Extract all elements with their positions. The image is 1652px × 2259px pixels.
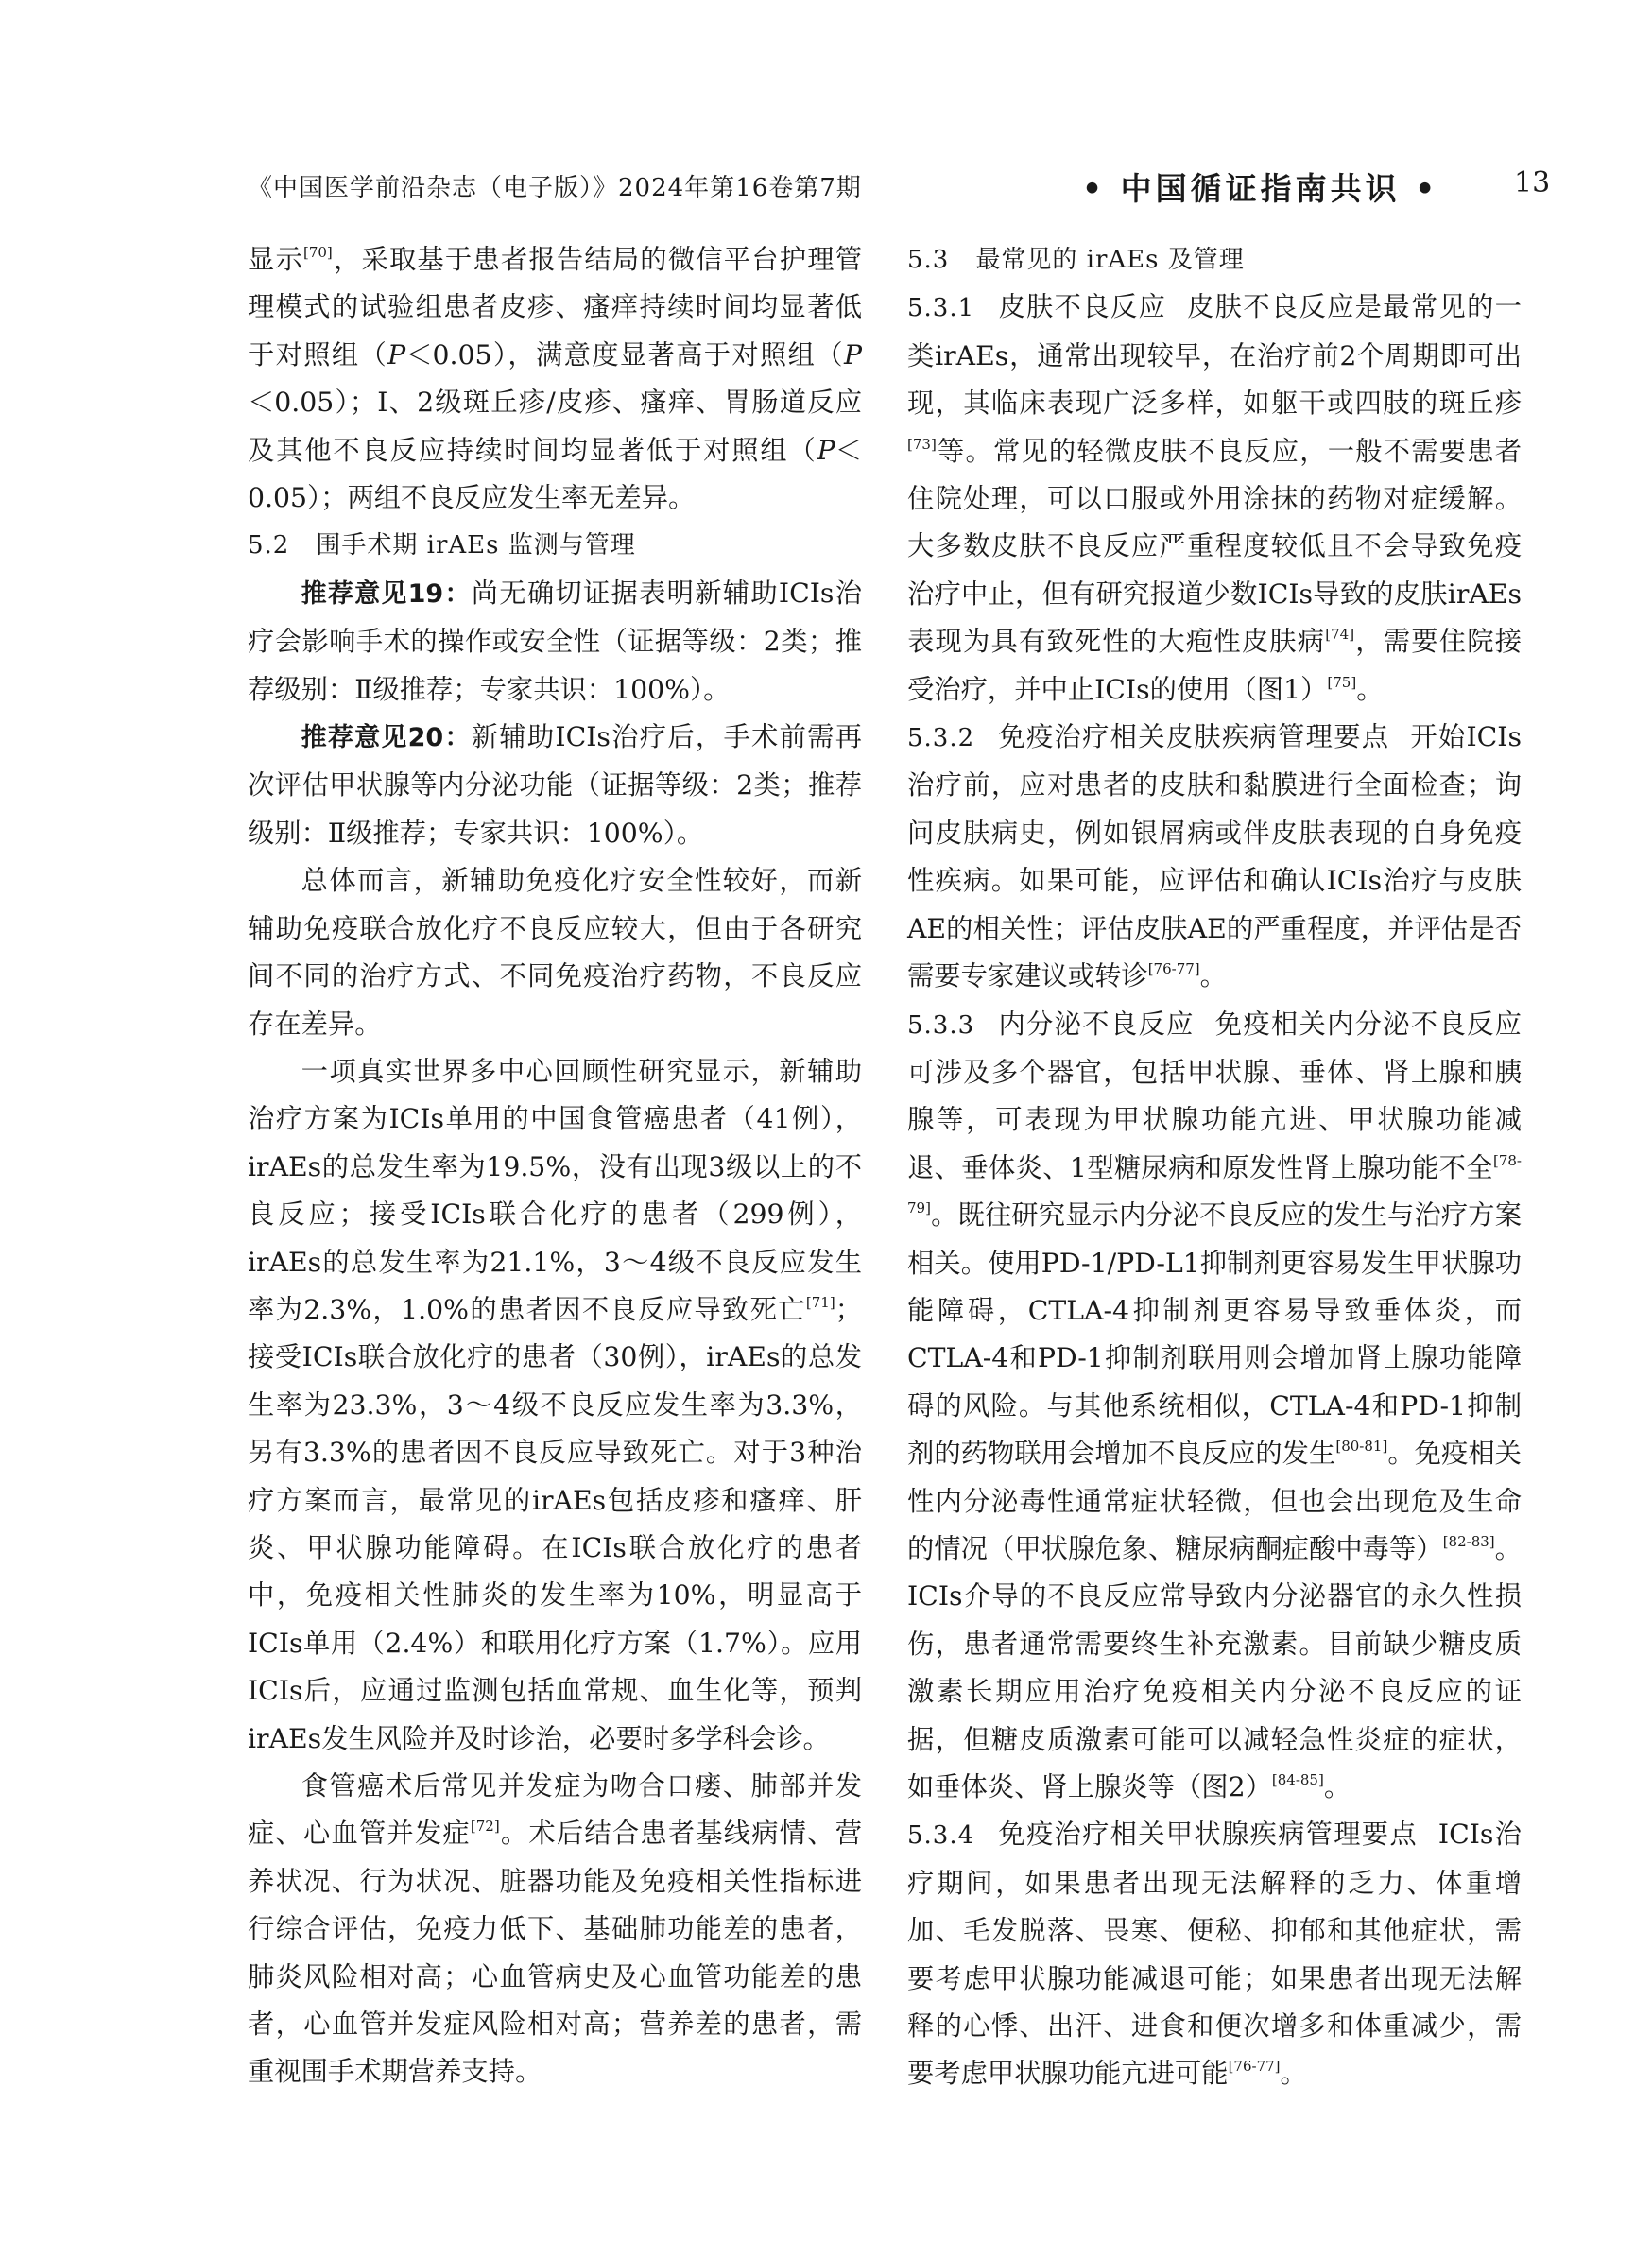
citation-ref[interactable]: [78-79] bbox=[907, 1151, 1522, 1217]
left-column bbox=[248, 236, 862, 2096]
paragraph-overview: 总体而言，新辅助免疫化疗安全性较好，而新辅助免疫联合放化疗不良反应较大，但由于各研究间不同的治疗方式、不同免疫治疗药物，不良反应存在差异。 bbox=[248, 865, 862, 1040]
section-5-3-3: 5.3.3 内分泌不良反应 免疫相关内分泌不良反应可涉及多个器官，包括甲状腺、垂体、肾上腺和胰腺等，可表现为甲状腺功能亢进、甲状腺功能减退、垂体炎、1型糖尿病和原发性肾上腺功能不全[78-79]。既往研究显示内分泌不良反应的发生与治疗方案相关。使用PD-1/PD-L1抑制剂更容易发生甲状腺功能障碍，CTLA-4抑制剂更容易导致垂体炎，而CTLA-4和PD-1抑制剂联用则会增加肾上腺功能障碍的风险。与其他系统相似，CTLA-4和PD-1抑制剂的药物联用会增加不良反应的发生[80-81]。免疫相关性内分泌毒性通常症状轻微，但也会出现危及生命的情况（甲状腺危象、糖尿病酮症酸中毒等）[82-83]。ICIs介导的不良反应常导致内分泌器官的永久性损伤，患者通常需要终生补充激素。目前缺少糖皮质激素长期应用治疗免疫相关内分泌不良反应的证据，但糖皮质激素可能可以减轻急性炎症的症状，如垂体炎、肾上腺炎等（图2）[84-85]。 bbox=[907, 1008, 1522, 1802]
citation-ref[interactable]: [71] bbox=[805, 1293, 835, 1311]
section-brand-title: • 中国循证指南共识 • bbox=[1082, 170, 1439, 207]
right-column bbox=[907, 236, 1522, 2098]
paragraph-nursing-model: 显示[70]，采取基于患者报告结局的微信平台护理管理模式的试验组患者皮疹、瘙痒持续时间均显著低于对照组（P＜0.05），满意度显著高于对照组（P＜0.05）；Ⅰ、2级斑丘疹/皮疹、瘙痒、胃肠道反应及其他不良反应持续时间均显著低于对照组（P＜0.05）；两组不良反应发生率无差异。 bbox=[248, 244, 862, 514]
citation-ref[interactable]: [76-77] bbox=[1228, 2058, 1281, 2076]
citation-ref[interactable]: [72] bbox=[470, 1818, 500, 1836]
recommendation-19: 推荐意见19：尚无确切证据表明新辅助ICIs治疗会影响手术的操作或安全性（证据等级：2类；推荐级别：Ⅱ级推荐；专家共识：100%）。 bbox=[248, 577, 862, 705]
section-5-3-4: 5.3.4 免疫治疗相关甲状腺疾病管理要点 ICIs治疗期间，如果患者出现无法解释的乏力、体重增加、毛发脱落、畏寒、便秘、抑郁和其他症状，需要考虑甲状腺功能减退可能；如果患者出现无法解释的心悸、出汗、进食和便次增多和体重减少，需要考虑甲状腺功能亢进可能[76-77]。 bbox=[907, 1819, 1522, 2090]
recommendation-20: 推荐意见20：新辅助ICIs治疗后，手术前需再次评估甲状腺等内分泌功能（证据等级：2类；推荐级别：Ⅱ级推荐；专家共识：100%）。 bbox=[248, 721, 862, 849]
citation-ref[interactable]: [82-83] bbox=[1442, 1532, 1495, 1550]
citation-ref[interactable]: [84-85] bbox=[1271, 1771, 1324, 1788]
citation-ref[interactable]: [73] bbox=[907, 435, 937, 453]
paragraph-complications: 食管癌术后常见并发症为吻合口瘘、肺部并发症、心血管并发症[72]。术后结合患者基线病情、营养状况、行为状况、脏器功能及免疫相关性指标进行综合评估，免疫力低下、基础肺功能差的患者，肺炎风险相对高；心血管病史及心血管功能差的患者，心血管并发症风险相对高；营养差的患者，需重视围手术期营养支持。 bbox=[248, 1770, 862, 2088]
citation-ref[interactable]: [70] bbox=[302, 244, 333, 261]
section-5-3-1: 5.3.1 皮肤不良反应 皮肤不良反应是最常见的一类irAEs，通常出现较早，在治疗前2个周期即可出现，其临床表现广泛多样，如躯干或四肢的斑丘疹[73]等。常见的轻微皮肤不良反应，一般不需要患者住院处理，可以口服或外用涂抹的药物对症缓解。大多数皮肤不良反应严重程度较低且不会导致免疫治疗中止，但有研究报道少数ICIs导致的皮肤irAEs表现为具有致死性的大疱性皮肤病[74]，需要住院接受治疗，并中止ICIs的使用（图1）[75]。 bbox=[907, 291, 1522, 705]
page-number: 13 bbox=[1514, 166, 1551, 199]
citation-ref[interactable]: [74] bbox=[1325, 626, 1355, 644]
citation-ref[interactable]: [75] bbox=[1327, 673, 1357, 691]
section-heading-5-2: 5.2 围手术期 irAEs 监测与管理 bbox=[248, 531, 636, 560]
citation-ref[interactable]: [76-77] bbox=[1147, 960, 1200, 978]
paragraph-real-world-study: 一项真实世界多中心回顾性研究显示，新辅助治疗方案为ICIs单用的中国食管癌患者（41例），irAEs的总发生率为19.5%，没有出现3级以上的不良反应；接受ICIs联合化疗的患者（299例），irAEs的总发生率为21.1%，3～4级不良反应发生率为2.3%，1.0%的患者因不良反应导致死亡[71]；接受ICIs联合放化疗的患者（30例），irAEs的总发生率为23.3%，3～4级不良反应发生率为3.3%，另有3.3%的患者因不良反应导致死亡。对于3种治疗方案而言，最常见的irAEs包括皮疹和瘙痒、肝炎、甲状腺功能障碍。在ICIs联合放化疗的患者中，免疫相关性肺炎的发生率为10%，明显高于ICIs单用（2.4%）和联用化疗方案（1.7%）。应用ICIs后，应通过监测包括血常规、血生化等，预判irAEs发生风险并及时诊治，必要时多学科会诊。 bbox=[248, 1055, 862, 1754]
citation-ref[interactable]: [80-81] bbox=[1335, 1438, 1388, 1456]
journal-header: 《中国医学前沿杂志（电子版）》2024年第16卷第7期 bbox=[248, 174, 862, 202]
section-5-3-2: 5.3.2 免疫治疗相关皮肤疾病管理要点 开始ICIs治疗前，应对患者的皮肤和黏膜进行全面检查；询问皮肤病史，例如银屑病或伴皮肤表现的自身免疫性疾病。如果可能，应评估和确认ICIs治疗与皮肤AE的相关性；评估皮肤AE的严重程度，并评估是否需要专家建议或转诊[76-77]。 bbox=[907, 721, 1522, 992]
section-heading-5-3: 5.3 最常见的 irAEs 及管理 bbox=[907, 246, 1245, 274]
